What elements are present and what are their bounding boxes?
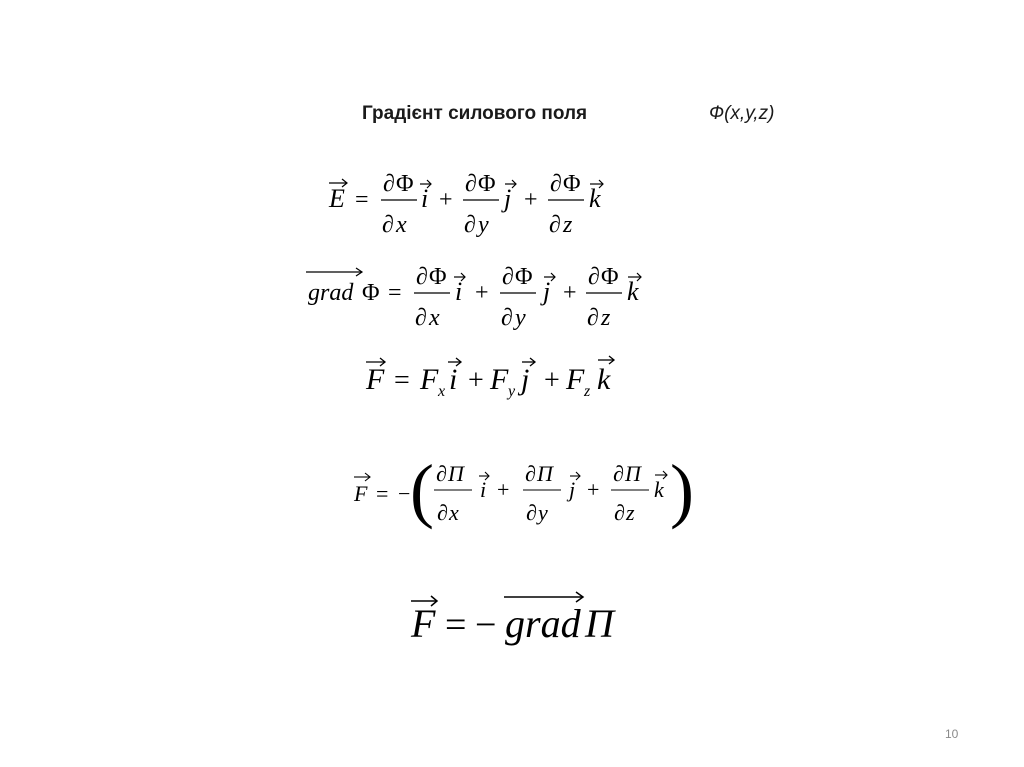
unit-vector-k: k [597,363,611,396]
unit-vector-k: k [589,184,601,213]
variable-z: z [601,305,611,331]
vector-f: F [366,363,385,396]
formula-force-potential [348,445,698,540]
equals-sign: = [376,481,389,506]
page-number: 10 [945,727,959,741]
variable-z: z [563,212,573,238]
partial-symbol: ∂ [416,264,428,290]
plus-sign: + [468,365,484,396]
partial-symbol: ∂ [588,264,600,290]
plus-sign: + [475,280,489,306]
unit-vector-j: j [504,184,512,213]
equals-sign: = [388,280,402,306]
phi-symbol: Φ [362,280,380,306]
partial-symbol: ∂ [525,461,536,486]
partial-symbol: ∂ [415,305,427,331]
phi-symbol: Φ [429,264,447,290]
grad-operator: grad [308,280,354,306]
subscript-x: x [438,383,446,400]
variable-y: y [515,305,526,331]
partial-symbol: ∂ [437,500,448,525]
vector-e: E [329,184,345,213]
equals-sign: = [355,187,369,213]
unit-vector-i: i [455,277,463,306]
component-f: F [420,363,439,396]
variable-y: y [538,500,548,525]
partial-symbol: ∂ [526,500,537,525]
variable-y: y [478,212,489,238]
partial-symbol: ∂ [382,212,394,238]
partial-symbol: ∂ [501,305,513,331]
formula-force-components [360,352,640,407]
formula-gradient [300,255,650,340]
potential-function-label: Ф(x,y,z) [709,103,775,124]
slide-title: Градієнт силового поля [362,103,588,124]
partial-symbol: ∂ [502,264,514,290]
vector-f: F [411,601,436,646]
variable-x: x [396,212,407,238]
phi-symbol: Φ [515,264,533,290]
unit-vector-i: i [480,477,487,502]
pi-symbol: Π [448,461,464,486]
formula-force-gradient [405,585,635,650]
unit-vector-i: i [421,184,429,213]
unit-vector-j: j [569,477,576,502]
plus-sign: + [563,280,577,306]
grad-operator: grad [505,601,581,646]
variable-x: x [449,500,459,525]
partial-symbol: ∂ [549,212,561,238]
partial-symbol: ∂ [464,212,476,238]
component-f: F [490,363,509,396]
variable-z: z [626,500,635,525]
unit-vector-j: j [543,277,551,306]
variable-x: x [429,305,440,331]
phi-symbol: Φ [396,171,414,197]
plus-sign: + [439,187,453,213]
equals-sign: = [445,604,467,646]
subscript-z: z [584,383,591,400]
pi-symbol: Π [625,461,641,486]
formula-field-strength [325,160,625,245]
plus-sign: + [587,477,600,502]
left-parenthesis: ( [410,450,434,530]
minus-sign: − [475,604,497,646]
unit-vector-i: i [449,363,458,396]
partial-symbol: ∂ [614,500,625,525]
component-f: F [566,363,585,396]
plus-sign: + [544,365,560,396]
partial-symbol: ∂ [587,305,599,331]
partial-symbol: ∂ [436,461,447,486]
subscript-y: y [508,383,516,400]
pi-symbol: Π [585,601,614,646]
minus-sign: − [398,481,411,506]
equals-sign: = [394,365,410,396]
unit-vector-j: j [521,363,530,396]
phi-symbol: Φ [601,264,619,290]
plus-sign: + [524,187,538,213]
partial-symbol: ∂ [550,171,562,197]
phi-symbol: Φ [478,171,496,197]
right-parenthesis: ) [670,450,694,530]
partial-symbol: ∂ [613,461,624,486]
plus-sign: + [497,477,510,502]
phi-symbol: Φ [563,171,581,197]
partial-symbol: ∂ [383,171,395,197]
vector-f: F [354,481,368,506]
pi-symbol: Π [537,461,553,486]
partial-symbol: ∂ [465,171,477,197]
unit-vector-k: k [654,477,664,502]
unit-vector-k: k [627,277,639,306]
